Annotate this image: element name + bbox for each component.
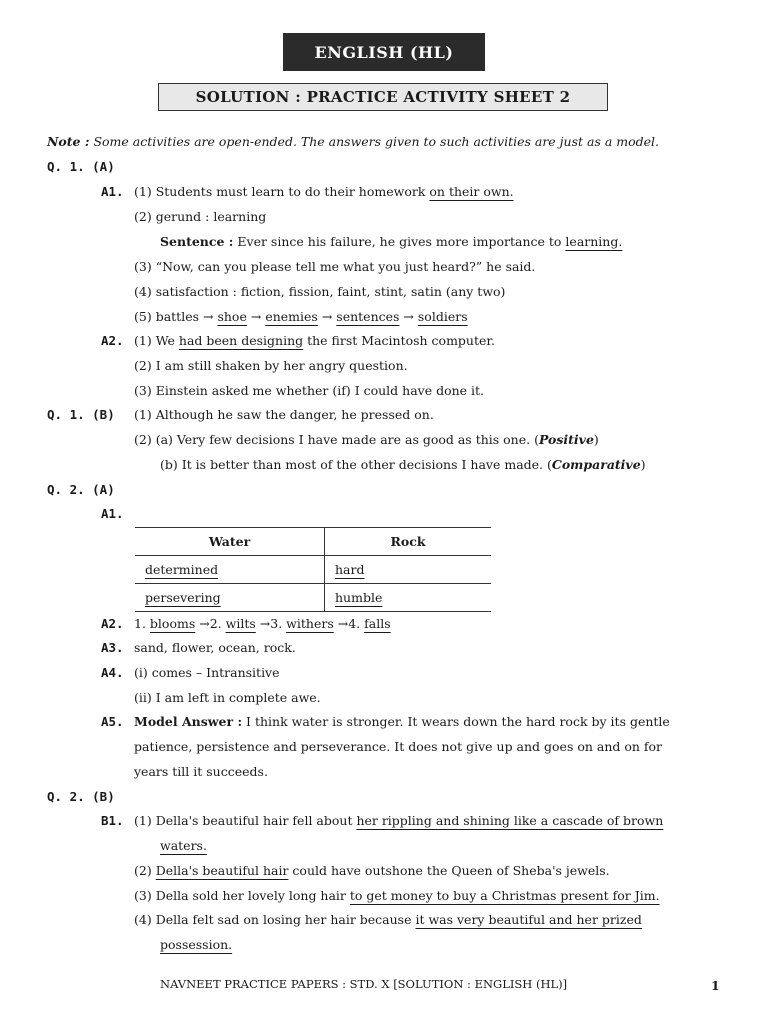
question-heading: Q. 1. (A) — [47, 159, 115, 174]
page-title: ENGLISH (HL) — [283, 33, 485, 71]
list-item — [134, 209, 266, 224]
underlined-answer: it was very beautiful and her prized — [415, 912, 642, 927]
arrow-icon: → — [321, 309, 333, 324]
list-item — [160, 937, 232, 952]
list-item — [160, 838, 207, 853]
underlined-answer: Della's beautiful hair — [155, 863, 289, 878]
list-item — [134, 309, 468, 324]
item-number: (4) — [134, 912, 152, 927]
underlined-answer: persevering — [145, 590, 221, 605]
table-cell — [135, 556, 325, 584]
underlined-answer: enemies — [265, 309, 318, 324]
arrow-icon: → — [403, 309, 414, 324]
list-item — [134, 333, 495, 348]
list-item — [134, 407, 434, 422]
list-item — [134, 432, 599, 447]
answer-label: B1. — [101, 813, 124, 828]
item-number: (a) — [155, 432, 173, 447]
underlined-answer: falls — [364, 616, 391, 631]
underlined-answer: determined — [145, 562, 219, 577]
answer-text: It is better than most of the other decisions I have made. ( — [181, 457, 552, 472]
answer-text: We — [155, 333, 179, 348]
list-item — [134, 863, 610, 878]
list-item — [134, 912, 642, 927]
list-item — [134, 358, 408, 373]
underlined-answer: wilts — [225, 616, 256, 631]
item-number: (1) — [134, 333, 152, 348]
table-header: Water — [135, 528, 325, 556]
item-number: (2) — [134, 863, 152, 878]
note-label: Note : — [47, 134, 90, 149]
table-row — [135, 584, 491, 612]
underlined-answer: sentences — [336, 309, 400, 324]
item-number: 1. — [134, 616, 146, 631]
answer-text: gerund : learning — [155, 209, 267, 224]
list-item — [134, 184, 514, 199]
answer-text: Students must learn to do their homework — [155, 184, 430, 199]
answer-text: Einstein asked me whether (if) I could have done it. — [155, 383, 485, 398]
item-number: 4. — [348, 616, 361, 631]
model-answer-label: Model Answer : — [134, 714, 243, 729]
answer-text: Della sold her lovely long hair — [155, 888, 350, 903]
arrow-icon: → — [337, 616, 349, 631]
answer-text: Very few decisions I have made are as good as this one. ( — [176, 432, 539, 447]
item-number: (1) — [134, 184, 152, 199]
table-header-row — [135, 528, 491, 556]
answer-text: ) — [640, 457, 646, 472]
answer-text: I am still shaken by her angry question. — [155, 358, 408, 373]
underlined-answer: to get money to buy a Christmas present for Jim. — [349, 888, 660, 903]
note — [47, 134, 659, 149]
answer-text: sand, flower, ocean, rock. — [134, 640, 296, 655]
list-item — [134, 259, 535, 274]
list-item — [134, 690, 321, 705]
page-number: 1 — [711, 978, 720, 993]
paragraph-line: patience, persistence and perseverance. It does not give up and goes on and on for — [134, 739, 663, 754]
item-number: 2. — [209, 616, 222, 631]
list-item — [134, 813, 663, 828]
table-cell — [325, 584, 492, 612]
answer-label: A3. — [101, 640, 124, 655]
table-cell — [325, 556, 492, 584]
answer-text: comes – Intransitive — [151, 665, 280, 680]
arrow-icon: → — [199, 616, 210, 631]
list-item — [134, 616, 391, 631]
question-heading: Q. 1. (B) — [47, 407, 115, 422]
list-item — [160, 457, 646, 472]
item-number: (ii) — [134, 690, 152, 705]
list-item — [134, 888, 660, 903]
answer-label: A2. — [101, 333, 124, 348]
answer-text: “Now, can you please tell me what you just heard?” he said. — [155, 259, 536, 274]
answer-text: I think water is stronger. It wears down the hard rock by its gentle — [242, 714, 670, 729]
underlined-answer: possession. — [160, 937, 233, 952]
water-rock-table — [135, 527, 491, 612]
degree-label: Positive — [538, 432, 594, 447]
item-number: (i) — [134, 665, 148, 680]
list-item — [134, 665, 280, 680]
table-header: Rock — [325, 528, 492, 556]
paragraph-line — [134, 714, 670, 729]
item-number: (2) — [134, 209, 152, 224]
underlined-answer: her rippling and shining like a cascade of brown — [356, 813, 664, 828]
underlined-answer: on their own. — [429, 184, 514, 199]
item-number: (3) — [134, 888, 152, 903]
underlined-answer: had been designing — [178, 333, 304, 348]
page-subtitle: SOLUTION : PRACTICE ACTIVITY SHEET 2 — [158, 83, 608, 111]
table-cell — [135, 584, 325, 612]
answer-text: satisfaction : fiction, fission, faint, stint, satin (any two) — [155, 284, 506, 299]
answer-text: Ever since his failure, he gives more importance to — [233, 234, 566, 249]
sentence-label: Sentence : — [160, 234, 234, 249]
answer-text: I am left in complete awe. — [155, 690, 321, 705]
paragraph-line: years till it succeeds. — [134, 764, 268, 779]
arrow-icon: → — [250, 309, 262, 324]
underlined-answer: blooms — [149, 616, 196, 631]
answer-text: ) — [593, 432, 599, 447]
question-heading: Q. 2. (B) — [47, 789, 115, 804]
word: battles — [155, 309, 200, 324]
underlined-answer: humble — [335, 590, 383, 605]
note-text: Some activities are open-ended. The answers given to such activities are just as a model. — [93, 134, 660, 149]
footer-text: NAVNEET PRACTICE PAPERS : STD. X [SOLUTION : ENGLISH (HL)] — [160, 977, 568, 991]
answer-text: Della felt sad on losing her hair because — [155, 912, 416, 927]
underlined-answer: withers — [286, 616, 334, 631]
list-item — [160, 234, 622, 249]
list-item — [134, 284, 505, 299]
arrow-icon: → — [259, 616, 271, 631]
underlined-answer: shoe — [217, 309, 247, 324]
question-heading: Q. 2. (A) — [47, 482, 115, 497]
arrow-icon: → — [203, 309, 214, 324]
answer-text: the first Macintosh computer. — [303, 333, 495, 348]
item-number: (1) — [134, 407, 152, 422]
answer-label: A2. — [101, 616, 124, 631]
item-number: (3) — [134, 259, 152, 274]
item-number: (2) — [134, 432, 152, 447]
item-number: (1) — [134, 813, 152, 828]
answer-text: Although he saw the danger, he pressed on. — [155, 407, 434, 422]
answer-label: A1. — [101, 184, 124, 199]
answer-label: A5. — [101, 714, 124, 729]
answer-text: Della's beautiful hair fell about — [155, 813, 357, 828]
item-number: (5) — [134, 309, 152, 324]
answer-label: A1. — [101, 506, 124, 521]
answer-text: could have outshone the Queen of Sheba's jewels. — [288, 863, 610, 878]
list-item — [134, 383, 484, 398]
underlined-answer: learning. — [565, 234, 623, 249]
table-row — [135, 556, 491, 584]
degree-label: Comparative — [551, 457, 641, 472]
item-number: (2) — [134, 358, 152, 373]
underlined-answer: hard — [335, 562, 365, 577]
item-number: (b) — [160, 457, 178, 472]
item-number: 3. — [270, 616, 283, 631]
answer-label: A4. — [101, 665, 124, 680]
underlined-answer: soldiers — [417, 309, 468, 324]
item-number: (4) — [134, 284, 152, 299]
item-number: (3) — [134, 383, 152, 398]
underlined-answer: waters. — [160, 838, 207, 853]
